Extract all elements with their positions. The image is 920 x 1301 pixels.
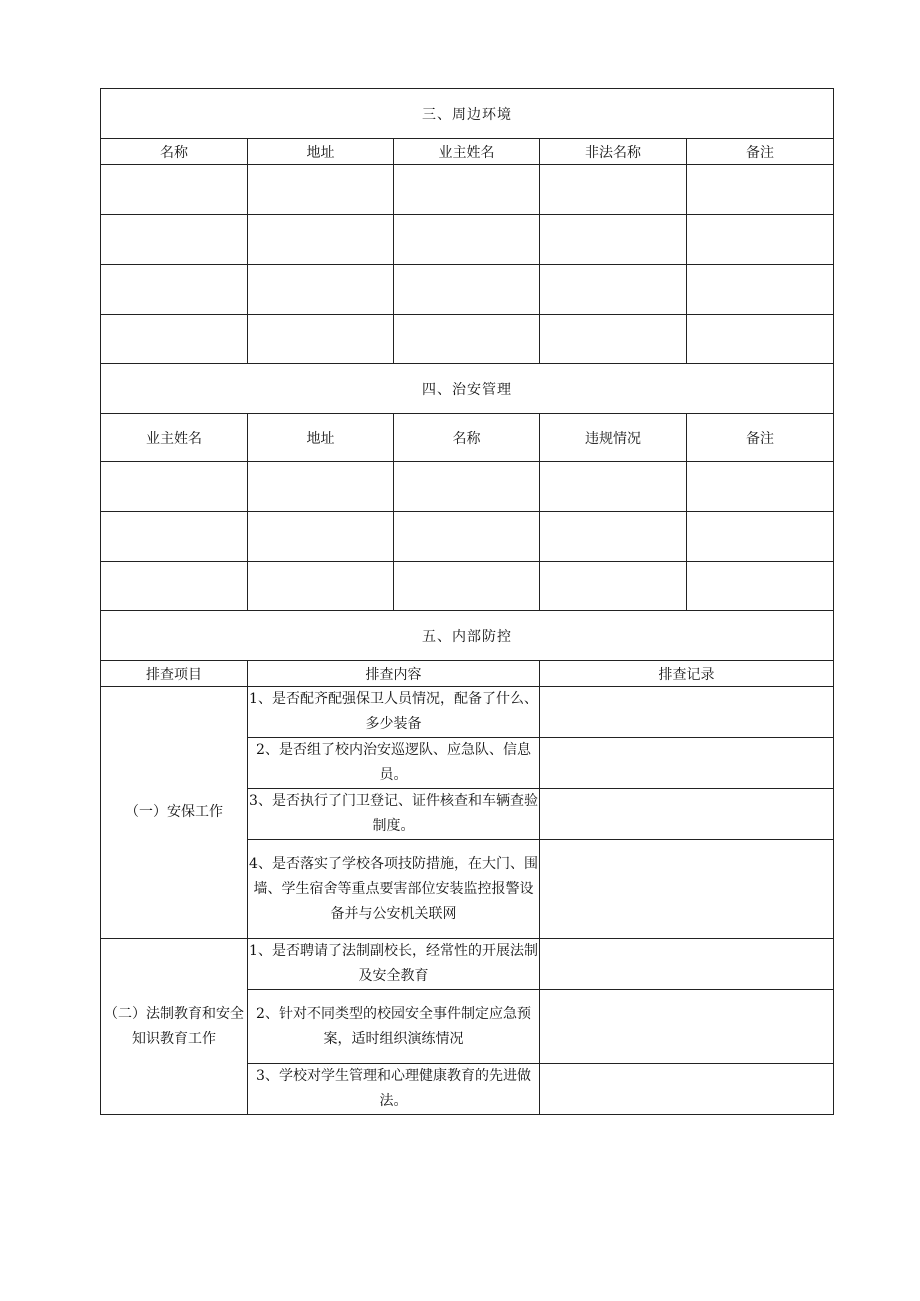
s4-blank-row bbox=[101, 562, 834, 611]
blank-cell[interactable] bbox=[687, 562, 834, 611]
s5-header-record: 排查记录 bbox=[540, 661, 834, 687]
blank-cell[interactable] bbox=[248, 512, 394, 562]
blank-cell[interactable] bbox=[687, 462, 834, 512]
record-cell[interactable] bbox=[540, 789, 834, 840]
record-cell[interactable] bbox=[540, 939, 834, 990]
blank-cell[interactable] bbox=[540, 165, 687, 215]
blank-cell[interactable] bbox=[101, 165, 248, 215]
check-item: 4、是否落实了学校各项技防措施，在大门、围墙、学生宿舍等重点要害部位安装监控报警设备并与公安机关联网 bbox=[248, 840, 540, 939]
blank-cell[interactable] bbox=[394, 462, 540, 512]
s4-header-violation: 违规情况 bbox=[540, 414, 687, 462]
blank-cell[interactable] bbox=[101, 315, 248, 364]
blank-cell[interactable] bbox=[248, 562, 394, 611]
check-item: 1、是否聘请了法制副校长，经常性的开展法制及安全教育 bbox=[248, 939, 540, 990]
blank-cell[interactable] bbox=[540, 562, 687, 611]
blank-cell[interactable] bbox=[101, 265, 248, 315]
blank-cell[interactable] bbox=[394, 562, 540, 611]
blank-cell[interactable] bbox=[394, 215, 540, 265]
s3-header-owner: 业主姓名 bbox=[394, 139, 540, 165]
blank-cell[interactable] bbox=[101, 215, 248, 265]
s4-header-owner: 业主姓名 bbox=[101, 414, 248, 462]
section-3-title: 三、周边环境 bbox=[101, 89, 834, 139]
s5-header-content: 排查内容 bbox=[248, 661, 540, 687]
category-security-work: （一）安保工作 bbox=[101, 687, 248, 939]
s3-header-name: 名称 bbox=[101, 139, 248, 165]
blank-cell[interactable] bbox=[101, 562, 248, 611]
blank-cell[interactable] bbox=[540, 512, 687, 562]
blank-cell[interactable] bbox=[248, 315, 394, 364]
record-cell[interactable] bbox=[540, 687, 834, 738]
blank-cell[interactable] bbox=[394, 265, 540, 315]
blank-cell[interactable] bbox=[248, 165, 394, 215]
blank-cell[interactable] bbox=[248, 215, 394, 265]
blank-cell[interactable] bbox=[687, 165, 834, 215]
s3-header-address: 地址 bbox=[248, 139, 394, 165]
blank-cell[interactable] bbox=[394, 512, 540, 562]
record-cell[interactable] bbox=[540, 1064, 834, 1115]
s4-blank-row bbox=[101, 512, 834, 562]
blank-cell[interactable] bbox=[540, 462, 687, 512]
category-legal-safety-education: （二）法制教育和安全知识教育工作 bbox=[101, 939, 248, 1115]
record-cell[interactable] bbox=[540, 990, 834, 1064]
blank-cell[interactable] bbox=[248, 265, 394, 315]
blank-cell[interactable] bbox=[394, 315, 540, 364]
blank-cell[interactable] bbox=[687, 512, 834, 562]
s3-blank-row bbox=[101, 315, 834, 364]
blank-cell[interactable] bbox=[394, 165, 540, 215]
check-item: 2、是否组了校内治安巡逻队、应急队、信息员。 bbox=[248, 738, 540, 789]
s3-blank-row bbox=[101, 265, 834, 315]
inspection-form-table bbox=[100, 88, 834, 1115]
s4-header-remarks: 备注 bbox=[687, 414, 834, 462]
blank-cell[interactable] bbox=[540, 215, 687, 265]
check-item: 1、是否配齐配强保卫人员情况，配备了什么、多少装备 bbox=[248, 687, 540, 738]
s4-header-address: 地址 bbox=[248, 414, 394, 462]
s3-blank-row bbox=[101, 215, 834, 265]
blank-cell[interactable] bbox=[540, 315, 687, 364]
s3-blank-row bbox=[101, 165, 834, 215]
check-item: 3、学校对学生管理和心理健康教育的先进做法。 bbox=[248, 1064, 540, 1115]
blank-cell[interactable] bbox=[687, 315, 834, 364]
section-5-title: 五、内部防控 bbox=[101, 611, 834, 661]
blank-cell[interactable] bbox=[687, 265, 834, 315]
check-item: 3、是否执行了门卫登记、证件核查和车辆查验制度。 bbox=[248, 789, 540, 840]
check-item: 2、针对不同类型的校园安全事件制定应急预案，适时组织演练情况 bbox=[248, 990, 540, 1064]
section-4-title: 四、治安管理 bbox=[101, 364, 834, 414]
record-cell[interactable] bbox=[540, 738, 834, 789]
s3-header-illegal-name: 非法名称 bbox=[540, 139, 687, 165]
s4-blank-row bbox=[101, 462, 834, 512]
blank-cell[interactable] bbox=[687, 215, 834, 265]
blank-cell[interactable] bbox=[248, 462, 394, 512]
s3-header-remarks: 备注 bbox=[687, 139, 834, 165]
blank-cell[interactable] bbox=[101, 462, 248, 512]
blank-cell[interactable] bbox=[540, 265, 687, 315]
s5-header-item: 排查项目 bbox=[101, 661, 248, 687]
blank-cell[interactable] bbox=[101, 512, 248, 562]
record-cell[interactable] bbox=[540, 840, 834, 939]
s4-header-name: 名称 bbox=[394, 414, 540, 462]
